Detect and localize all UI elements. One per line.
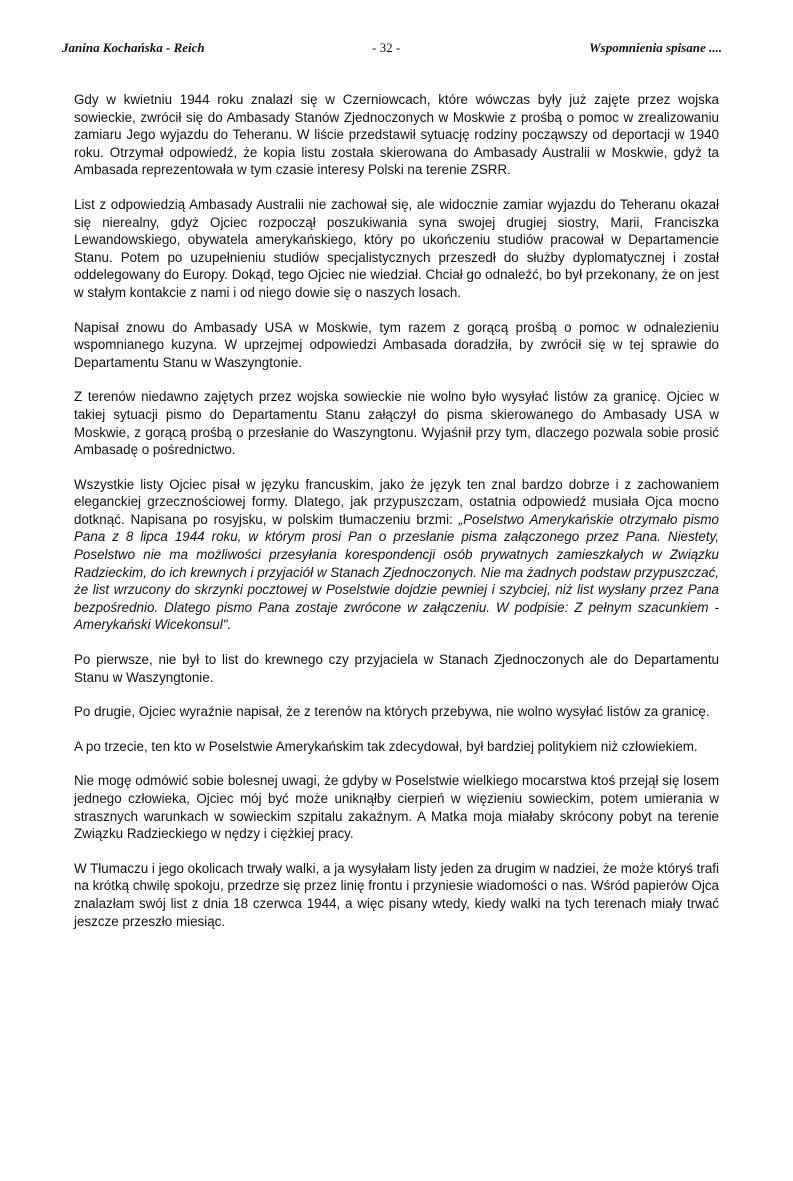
paragraph	[74, 476, 719, 634]
paragraph: Z terenów niedawno zajętych przez wojska sowieckie nie wolno było wysyłać listów za granicę. Ojciec w takiej sytuacji pismo do Departamentu Stanu załączył do pisma skierowanego do Ambasady USA w Moskwie, z gorącą prośbą o przesłanie do Waszyngtonu. Wyjaśnił przy tym, dlaczego pozwala sobie prosić Ambasadę o pośrednictwo.	[74, 389, 719, 458]
header-page-number: - 32 -	[372, 40, 401, 55]
paragraph: Nie mogę odmówić sobie bolesnej uwagi, że gdyby w Poselstwie wielkiego mocarstwa ktoś przejął się losem jednego człowieka, Ojciec mój być może uniknąłby cierpień w więzieniu sowieckim, potem umierania w strasznych warunkach w sowieckim szpitalu zakaźnym. A Matka moja miałaby skrócony pobyt na terenie Związku Radzieckiego w nędzy i ciężkiej pracy.	[74, 773, 719, 842]
paragraph: List z odpowiedzią Ambasady Australii nie zachował się, ale widocznie zamiar wyjazdu do Teheranu okazał się nierealny, gdyż Ojciec rozpoczął poszukiwania syna swojej drugiej siostry, Marii, Franciszka Lewandowskiego, obywatela amerykańskiego, który po ukończeniu studiów pracował w Departamencie Stanu. Potem po uzupełnieniu studiów specjalistycznych przeszedł do służby dyplomatycznej i został oddelegowany do Europy. Dokąd, tego Ojciec nie wiedział. Chciał go odnaleźć, bo był przekonany, że on jest w stałym kontakcie z nami i od niego dowie się o naszych losach.	[74, 196, 719, 300]
header-title: Wspomnienia spisane ....	[589, 40, 722, 55]
paragraph: Gdy w kwietniu 1944 roku znalazł się w Czerniowcach, które wówczas były już zajęte przez wojska sowieckie, zwrócił się do Ambasady Stanów Zjednoczonych w Moskwie z prośbą o pomoc w zrealizowaniu zamiaru Jego wyjazdu do Teheranu. W liście przedstawił sytuację rodziny począwszy od deportacji w 1940 roku. Otrzymał odpowiedź, że kopia listu została skierowana do Ambasady Australii w Moskwie, gdyż ta Ambasada reprezentowała w tym czasie interesy Polski na terenie ZSRR.	[74, 92, 719, 178]
document-body	[74, 91, 719, 947]
page-header	[62, 40, 722, 60]
quoted-letter: „Poselstwo Amerykańskie otrzymało pismo Pana z 8 lipca 1944 roku, w którym prosi Pan o przesłanie pisma załączonego przez Pana. Niestety, Poselstwo nie ma możliwości przesyłania korespondencji osób prywatnych zamieszkałych w Związku Radzieckim, do ich krewnych i przyjaciół w Stanach Zjednoczonych. Nie ma żadnych podstaw przypuszczać, że list wrzucony do skrzynki pocztowej w Poselstwie dojdzie pewniej i szybciej, niż list wysłany przez Pana bezpośrednio. Dlatego pismo Pana zostaje zwrócone w załączeniu. W podpisie: Z pełnym szacunkiem - Amerykański Wicekonsul".	[74, 511, 719, 633]
paragraph: A po trzecie, ten kto w Poselstwie Amerykańskim tak zdecydował, był bardziej politykiem niż człowiekiem.	[74, 738, 698, 754]
paragraph-text: Wszystkie listy Ojciec pisał w języku francuskim, jako że język ten znal bardzo dobrze i z zachowaniem eleganckiej grzecznościowej formy. Dlatego, jak przypuszczam, ostatnia odpowiedź musiała Ojca mocno dotknąć. Napisana po rosyjsku, w polskim tłumaczeniu brzmi:	[74, 476, 719, 527]
header-author: Janina Kochańska - Reich	[62, 40, 205, 55]
paragraph: W Tłumaczu i jego okolicach trwały walki, a ja wysyłałam listy jeden za drugim w nadziei, że może któryś trafi na krótką chwilę spokoju, przedrze się przez linię frontu i przyniesie wiadomości o nas. Wśród papierów Ojca znalazłam swój list z dnia 18 czerwca 1944, a więc pisany wtedy, kiedy walki na tych terenach miały trwać jeszcze przeszło miesiąc.	[74, 860, 719, 929]
paragraph: Po pierwsze, nie był to list do krewnego czy przyjaciela w Stanach Zjednoczonych ale do Departamentu Stanu w Waszyngtonie.	[74, 652, 719, 685]
paragraph: Napisał znowu do Ambasady USA w Moskwie, tym razem z gorącą prośbą o pomoc w odnalezieniu wspomnianego kuzyna. W uprzejmej odpowiedzi Ambasada doradziła, by zwrócił się w tej sprawie do Departamentu Stanu w Waszyngtonie.	[74, 319, 719, 370]
paragraph: Po drugie, Ojciec wyraźnie napisał, że z terenów na których przebywa, nie wolno wysyłać listów za granicę.	[74, 704, 710, 720]
